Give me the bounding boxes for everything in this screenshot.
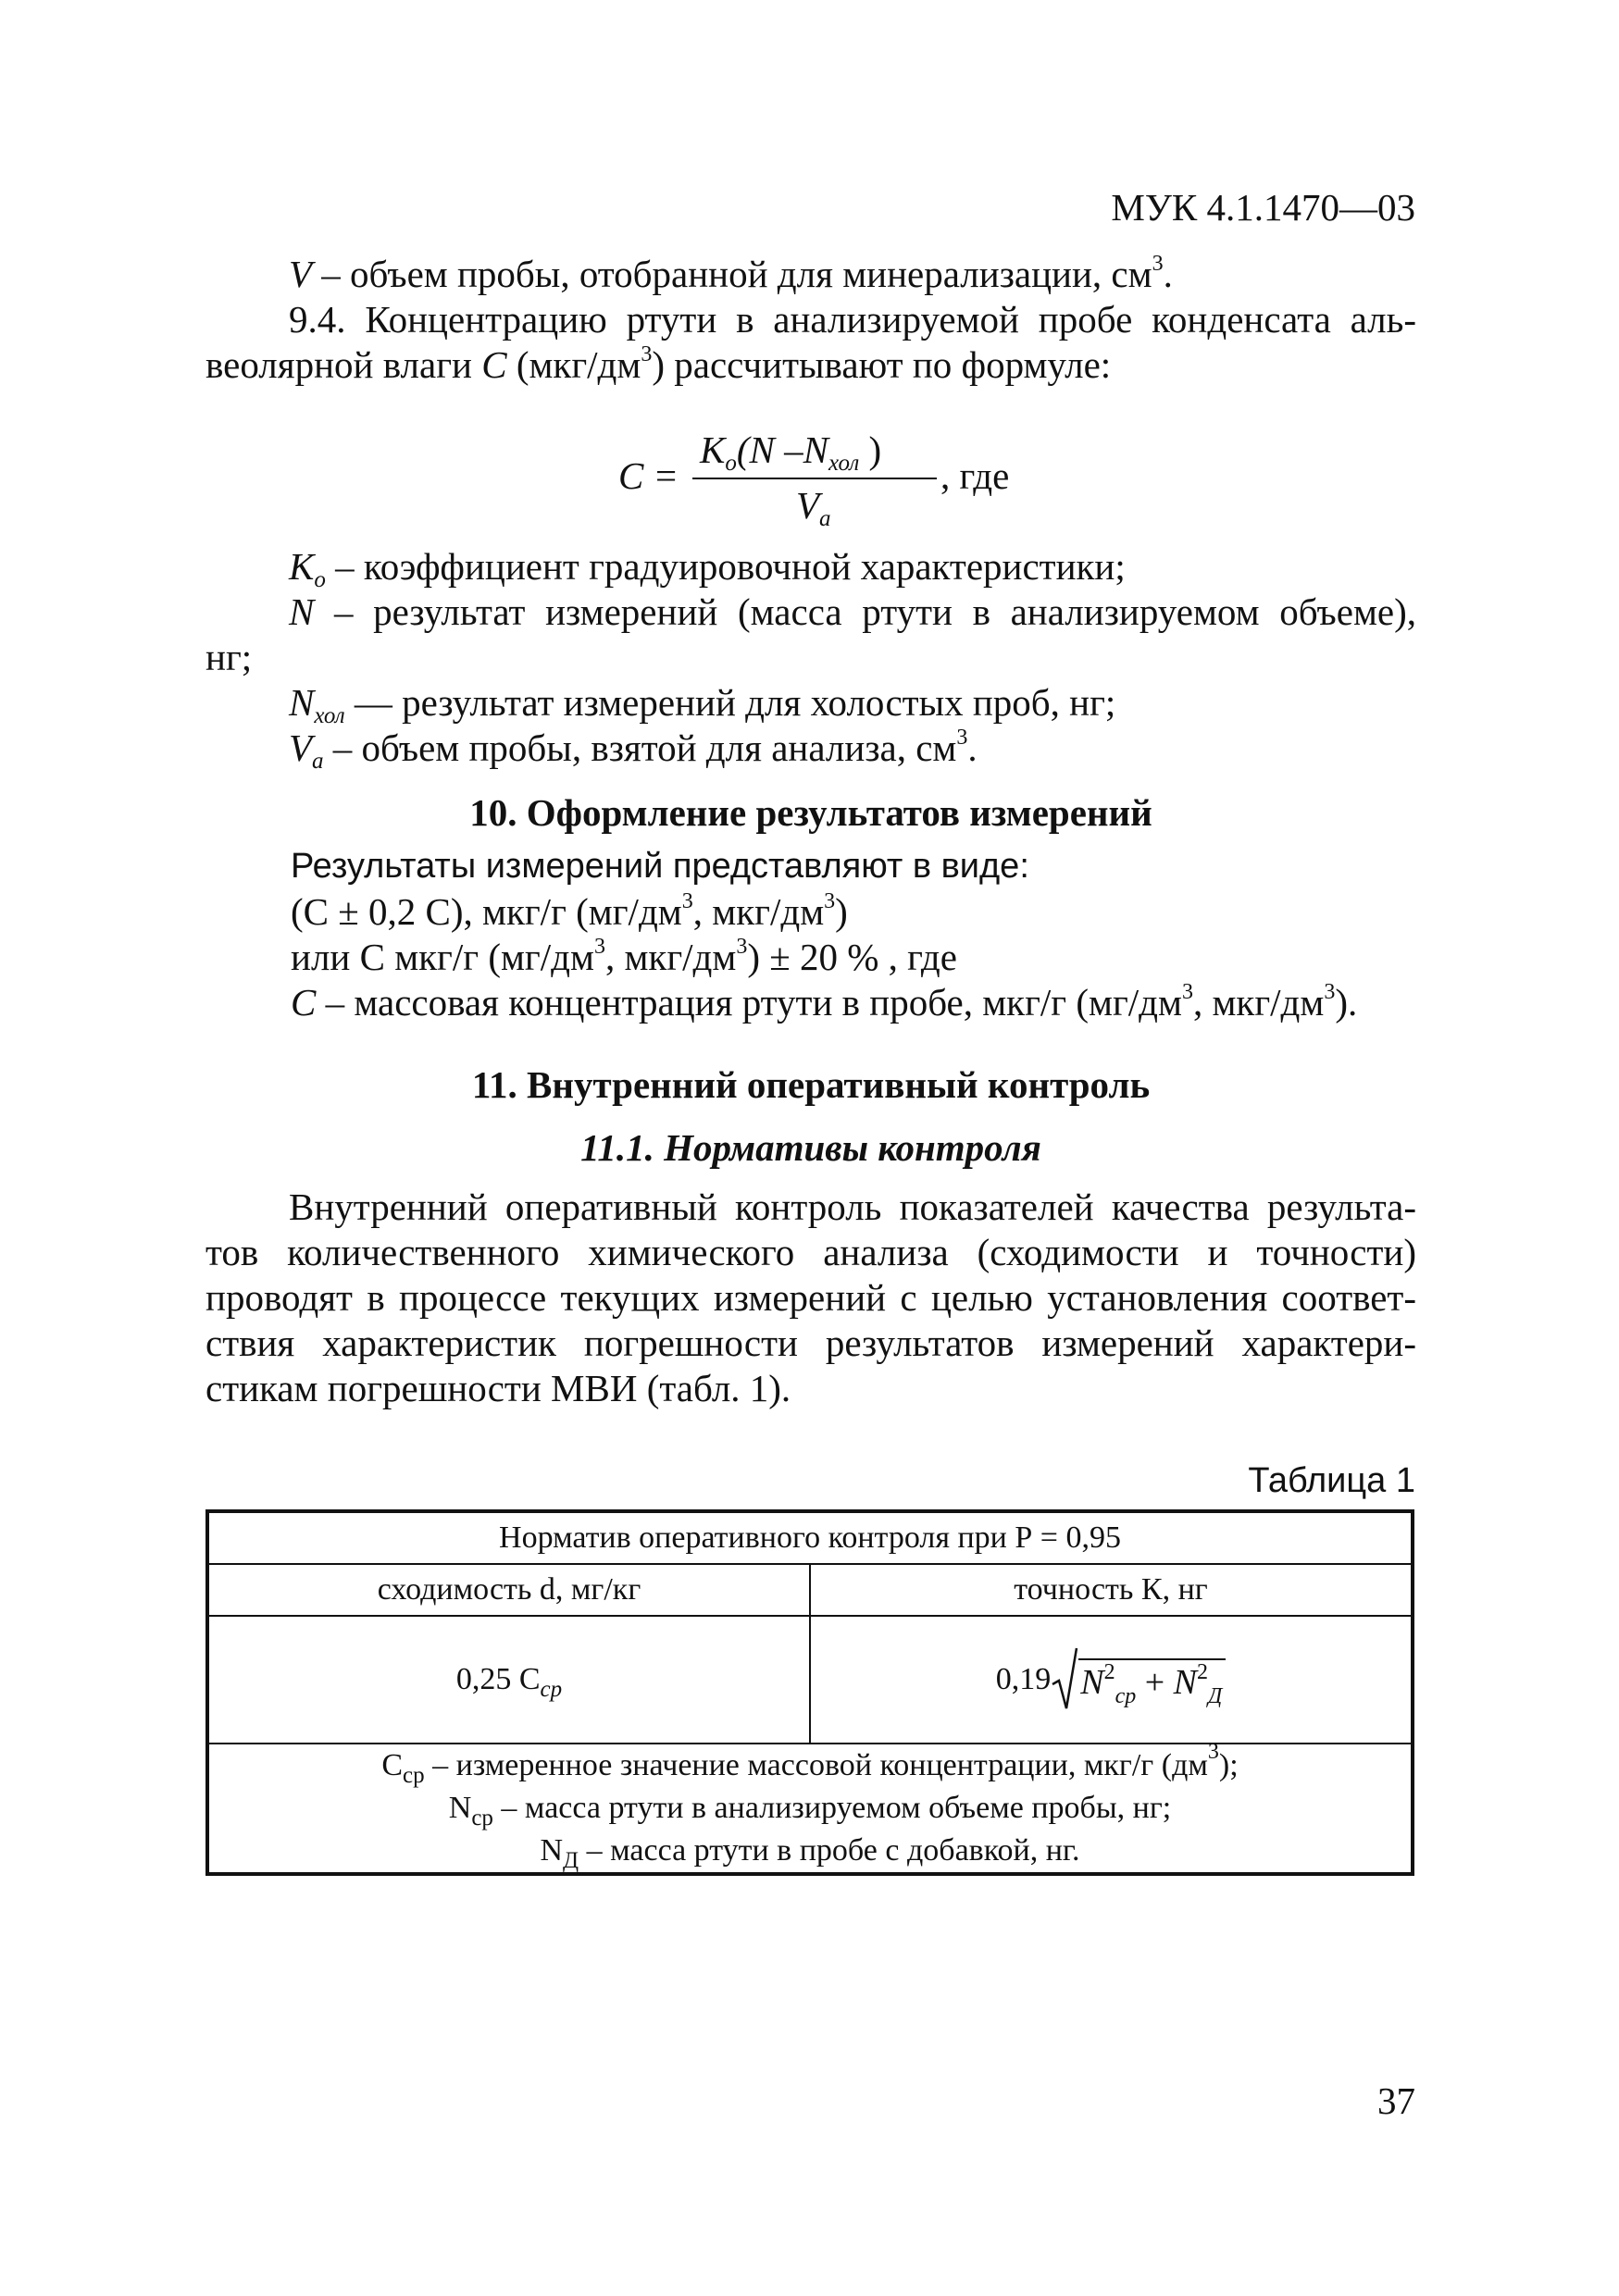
paragraph-line: тов количественного химического анализа (сходимости и точности) (205, 1231, 1416, 1273)
column-header-convergence: сходимость d, мг/кг (207, 1564, 810, 1616)
note-nd: $N_Д$ – масса ртути в пробе с добавкой, нг. (540, 1833, 1080, 1873)
table-title-cell: Норматив оперативного контроля при Р = 0,95 (207, 1511, 1413, 1564)
radicand: $N^2_{ср} + N^2_Д$ (1078, 1658, 1226, 1701)
note-ccp: $С_{ср}$ – измеренное значение массовой концентрации, мкг/г $(дм^3)$; (381, 1740, 1239, 1788)
section-11-heading: 11. Внутренний оперативный контроль (471, 1063, 1151, 1106)
table-row (207, 1616, 1413, 1744)
table-caption: Таблица 1 (1248, 1461, 1415, 1500)
body-block-top (205, 252, 1416, 388)
table-row (207, 1744, 1413, 1874)
paragraph-9-4-line1: 9.4. Концентрацию ртути в анализируемой пробе конденсата аль- (289, 298, 1416, 341)
variable-v-definition: V – объем пробы, отобранной для минерализации, $см^3$. (289, 252, 1173, 295)
table-notes-cell (207, 1740, 1413, 1874)
definition-n: N – результат измерений (масса ртути в анализируемом объеме), (289, 590, 1416, 633)
paragraph-line: ствия характеристик погрешности результатов измерений характери- (205, 1322, 1416, 1364)
paragraph-line: Внутренний оперативный контроль показателей качества результа- (289, 1185, 1416, 1228)
document-code: МУК 4.1.1470—03 (1111, 186, 1415, 229)
square-root-symbol (1051, 1647, 1078, 1712)
section-10-line2: (С ± 0,2 С), мкг/г ($мг/дм^3$, мкг/$дм^3$) (291, 889, 848, 933)
convergence-value-cell: 0,25 $С_{ср}$ (207, 1616, 810, 1744)
section-11-1-paragraph (205, 1185, 1416, 1411)
definition-n-unit: нг; (205, 636, 253, 678)
column-header-accuracy: точность К, нг (810, 1564, 1413, 1616)
definition-ko: $K_o$ – коэффициент градуировочной характеристики; (289, 545, 1126, 592)
definition-nhol: $N_{хол}$ — результат измерений для холостых проб, нг; (289, 681, 1116, 728)
control-norms-table (205, 1509, 1414, 1876)
accuracy-formula: 0,19 $N^2_{ср} + N^2_Д$ (996, 1647, 1227, 1712)
note-ncp: $N_{ср}$ – масса ртути в анализируемом объеме пробы, нг; (448, 1791, 1172, 1831)
formula-definitions (205, 544, 1416, 774)
definition-va: $V_a$ – объем пробы, взятой для анализа, $см^3$. (289, 726, 978, 774)
concentration-formula (611, 428, 1129, 539)
paragraph-line: стикам погрешности МВИ (табл. 1). (205, 1367, 791, 1409)
section-11-1-subheading: 11.1. Нормативы контроля (580, 1126, 1041, 1169)
formula-equals: = (655, 454, 678, 497)
formula-where: , где (940, 454, 1010, 497)
formula-denominator: $V_a$ (796, 484, 831, 531)
paragraph-line: проводят в процессе текущих измерений с целью установления соответ- (205, 1276, 1416, 1319)
paragraph-9-4-line2: веолярной влаги C $(мкг/дм^3)$ рассчитывают по формуле: (205, 342, 1112, 386)
formula-numerator: $K_o(N$ $-N_{хол}$ ) (700, 428, 882, 476)
section-10-line1: Результаты измерений представляют в виде: (291, 847, 1029, 886)
fraction-bar (692, 478, 937, 479)
section-10-line3: или С мкг/г ($мг/дм^3$, мкг/$дм^3) \pm 20$ % , где (291, 935, 957, 978)
formula-lhs: C (618, 454, 644, 497)
section-10-line4: C – массовая концентрация ртути в пробе, мкг/г ($мг/дм^3$, мкг/$дм^3$). (291, 980, 1358, 1024)
section-10-heading: 10. Оформление результатов измерений (469, 791, 1152, 834)
table-row (207, 1564, 1413, 1616)
accuracy-value-cell (810, 1616, 1413, 1744)
table-row (207, 1511, 1413, 1564)
section-10-body (205, 844, 1416, 1025)
page-number: 37 (1377, 2079, 1415, 2122)
